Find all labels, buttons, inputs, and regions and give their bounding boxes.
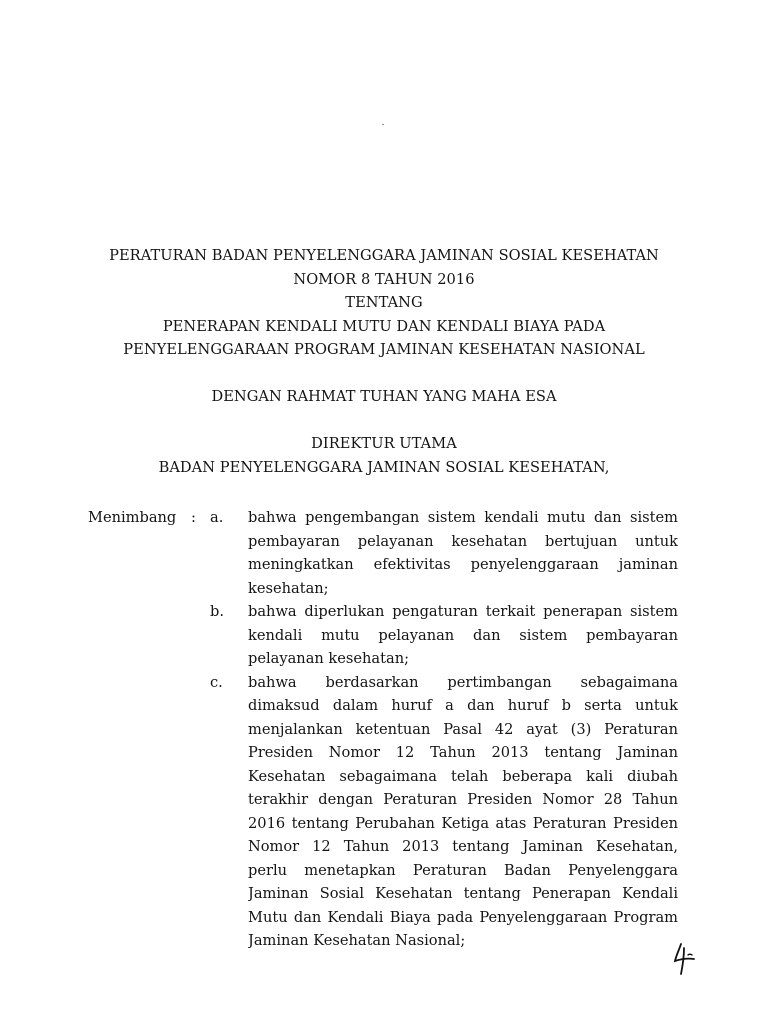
text-line: bahwa diperlukan pengaturan terkait penerapan sistem	[248, 603, 678, 620]
text-line: dimaksud dalam huruf a dan huruf b serta untuk	[248, 697, 678, 714]
heading-line-number: NOMOR 8 TAHUN 2016	[293, 270, 475, 288]
scan-speck	[382, 124, 384, 125]
text-line: pembayaran pelayanan kesehatan bertujuan untuk	[248, 532, 678, 550]
text-line: bahwa pengembangan sistem kendali mutu dan sistem	[248, 509, 678, 526]
text-line: pelayanan kesehatan;	[248, 650, 410, 667]
text-line: meningkatkan efektivitas penyelenggaraan jaminan	[248, 556, 678, 573]
issuer-line-agency: BADAN PENYELENGGARA JAMINAN SOSIAL KESEHATAN,	[158, 458, 610, 476]
text-line: perlu menetapkan Peraturan Badan Penyelenggara	[248, 861, 678, 879]
item-text	[248, 600, 678, 671]
item-letter: b.	[210, 603, 224, 620]
text-line: 2016 tentang Perubahan Ketiga atas Peraturan Presiden	[248, 814, 678, 832]
text-line: Jaminan Sosial Kesehatan tentang Penerapan Kendali	[248, 885, 678, 902]
text-line: bahwa berdasarkan pertimbangan sebagaimana	[248, 673, 678, 691]
issuer-line-title: DIREKTUR UTAMA	[311, 435, 457, 452]
initial-signature-mark	[672, 940, 698, 976]
item-letter: c.	[210, 673, 223, 691]
item-text	[248, 506, 678, 600]
text-line: Presiden Nomor 12 Tahun 2013 tentang Jaminan	[248, 744, 678, 761]
heading-line-regulation: PERATURAN BADAN PENYELENGGARA JAMINAN SOSIAL KESEHATAN	[109, 247, 659, 264]
regulation-heading	[0, 244, 768, 479]
text-line: terakhir dengan Peraturan Presiden Nomor 28 Tahun	[248, 791, 678, 808]
text-line: Mutu dan Kendali Biaya pada Penyelenggaraan Program	[248, 908, 678, 926]
heading-line-subject-2: PENYELENGGARAAN PROGRAM JAMINAN KESEHATAN NASIONAL	[123, 341, 645, 358]
item-letter: a.	[210, 509, 224, 526]
text-line: kesehatan;	[248, 579, 329, 597]
text-line: Kesehatan sebagaimana telah beberapa kali diubah	[248, 767, 678, 785]
heading-line-subject-1: PENERAPAN KENDALI MUTU DAN KENDALI BIAYA PADA	[162, 317, 606, 335]
text-line: kendali mutu pelayanan dan sistem pembayaran	[248, 626, 678, 644]
text-line: menjalankan ketentuan Pasal 42 ayat (3) Peraturan	[248, 720, 678, 738]
heading-line-about: TENTANG	[345, 294, 423, 311]
text-line: Jaminan Kesehatan Nasional;	[248, 932, 466, 949]
text-line: Nomor 12 Tahun 2013 tentang Jaminan Kesehatan,	[248, 838, 678, 855]
menimbang-label: Menimbang	[88, 509, 177, 526]
invocation-line: DENGAN RAHMAT TUHAN YANG MAHA ESA	[211, 388, 557, 405]
menimbang-colon: :	[191, 509, 196, 526]
item-text	[248, 671, 678, 953]
